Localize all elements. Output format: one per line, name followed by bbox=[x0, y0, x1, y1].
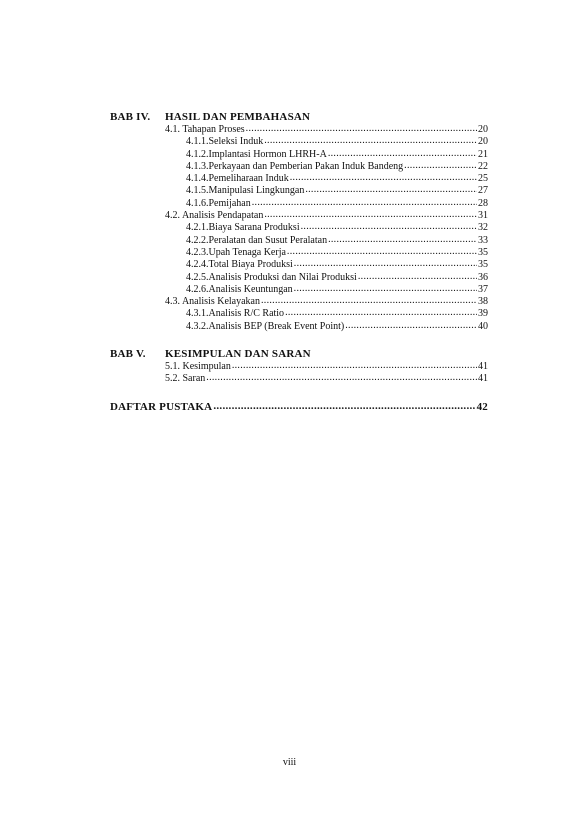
dot-leader bbox=[305, 184, 477, 196]
toc-entry-label: 4.1.6.Pemijahan bbox=[186, 197, 251, 209]
toc-entry-page: 37 bbox=[478, 283, 488, 295]
dot-leader bbox=[264, 135, 477, 147]
toc-entry[interactable] bbox=[110, 373, 488, 385]
toc-entry-page: 20 bbox=[478, 136, 488, 148]
toc-entry-label: 4.2.4.Total Biaya Produksi bbox=[186, 259, 293, 271]
chapter-5 bbox=[110, 347, 488, 386]
chapter-heading bbox=[110, 110, 488, 124]
toc-entry-page: 31 bbox=[478, 210, 488, 222]
toc-entry-page: 35 bbox=[478, 246, 488, 258]
toc-entry-label: 4.3. Analisis Kelayakan bbox=[165, 296, 260, 308]
toc-entry-label: 4.3.1.Analisis R/C Ratio bbox=[186, 308, 285, 320]
toc-entry-label: 4.1. Tahapan Proses bbox=[165, 124, 245, 135]
toc-entry-page: 32 bbox=[478, 222, 488, 234]
chapter-title: KESIMPULAN DAN SARAN bbox=[165, 348, 311, 361]
chapter-number: BAB IV. bbox=[110, 111, 151, 123]
toc-entry-label: 4.1.4.Pemeliharaan Induk bbox=[186, 173, 289, 185]
toc-entry-page: 35 bbox=[478, 259, 488, 271]
toc-entry-page: 25 bbox=[478, 173, 488, 185]
toc-entry-label: 4.2.1.Biaya Sarana Produksi bbox=[186, 222, 300, 234]
dot-leader bbox=[404, 160, 477, 172]
toc-entry-label: 4.1.1.Seleksi Induk bbox=[186, 136, 264, 148]
dot-leader bbox=[358, 271, 477, 283]
dot-leader bbox=[287, 246, 477, 258]
dot-leader bbox=[290, 172, 477, 184]
chapter-title: HASIL DAN PEMBAHASAN bbox=[165, 111, 311, 123]
dot-leader bbox=[232, 360, 477, 372]
toc-entry-label: 5.2. Saran bbox=[165, 373, 206, 385]
dot-leader bbox=[328, 148, 477, 160]
toc-entry-label: 4.3.2.Analisis BEP (Break Event Point) bbox=[186, 320, 345, 332]
page-number: viii bbox=[282, 757, 297, 768]
dot-leader bbox=[264, 209, 477, 221]
toc-entry-label: 4.2. Analisis Pendapatan bbox=[165, 210, 264, 222]
toc-entry-page: 38 bbox=[478, 296, 488, 308]
toc-entry-page: 39 bbox=[478, 308, 488, 320]
toc-entry-label: 4.1.2.Implantasi Hormon LHRH-A bbox=[186, 148, 327, 160]
toc-entry-page: 33 bbox=[478, 234, 488, 246]
toc-entry-label: 4.2.6.Analisis Keuntungan bbox=[186, 283, 293, 295]
dot-leader bbox=[213, 399, 475, 413]
toc-entry-page: 40 bbox=[478, 320, 488, 332]
dot-leader bbox=[301, 221, 477, 233]
toc-entry-label: 4.1.5.Manipulasi Lingkungan bbox=[186, 185, 305, 197]
dot-leader bbox=[294, 258, 477, 270]
toc-entry-page: 27 bbox=[478, 185, 488, 197]
dot-leader bbox=[294, 283, 477, 295]
toc-entry[interactable] bbox=[110, 321, 488, 333]
dot-leader bbox=[328, 234, 477, 246]
chapter-number: BAB V. bbox=[110, 348, 146, 361]
toc-entry-label: 4.1.3.Perkayaan dan Pemberian Pakan Induk Bandeng bbox=[186, 160, 404, 172]
dot-leader bbox=[252, 197, 477, 209]
toc-entry-label: 4.2.5.Analisis Produksi dan Nilai Produksi bbox=[186, 271, 357, 283]
toc-entry-label: 4.2.3.Upah Tenaga Kerja bbox=[186, 246, 286, 258]
dot-leader bbox=[345, 320, 477, 332]
toc-entry-label: DAFTAR PUSTAKA bbox=[110, 400, 213, 413]
toc-entry-page: 41 bbox=[478, 361, 488, 373]
toc-entry-page: 42 bbox=[476, 400, 488, 413]
toc-entry-bibliography[interactable] bbox=[110, 400, 488, 414]
chapter-4 bbox=[110, 110, 488, 333]
toc-entry-label: 5.1. Kesimpulan bbox=[165, 361, 231, 373]
dot-leader bbox=[285, 307, 477, 319]
dot-leader bbox=[261, 295, 477, 307]
dot-leader bbox=[206, 372, 477, 384]
table-of-contents bbox=[110, 110, 488, 414]
chapter-heading bbox=[110, 347, 488, 361]
toc-entry-page: 21 bbox=[478, 148, 488, 160]
toc-entry-label: 4.2.2.Peralatan dan Susut Peralatan bbox=[186, 234, 328, 246]
toc-entry-page: 28 bbox=[478, 197, 488, 209]
toc-entry-page: 36 bbox=[478, 271, 488, 283]
toc-entry-page: 22 bbox=[478, 160, 488, 172]
toc-entry-page: 20 bbox=[478, 124, 488, 135]
toc-entry-page: 41 bbox=[478, 373, 488, 385]
dot-leader bbox=[246, 123, 477, 135]
